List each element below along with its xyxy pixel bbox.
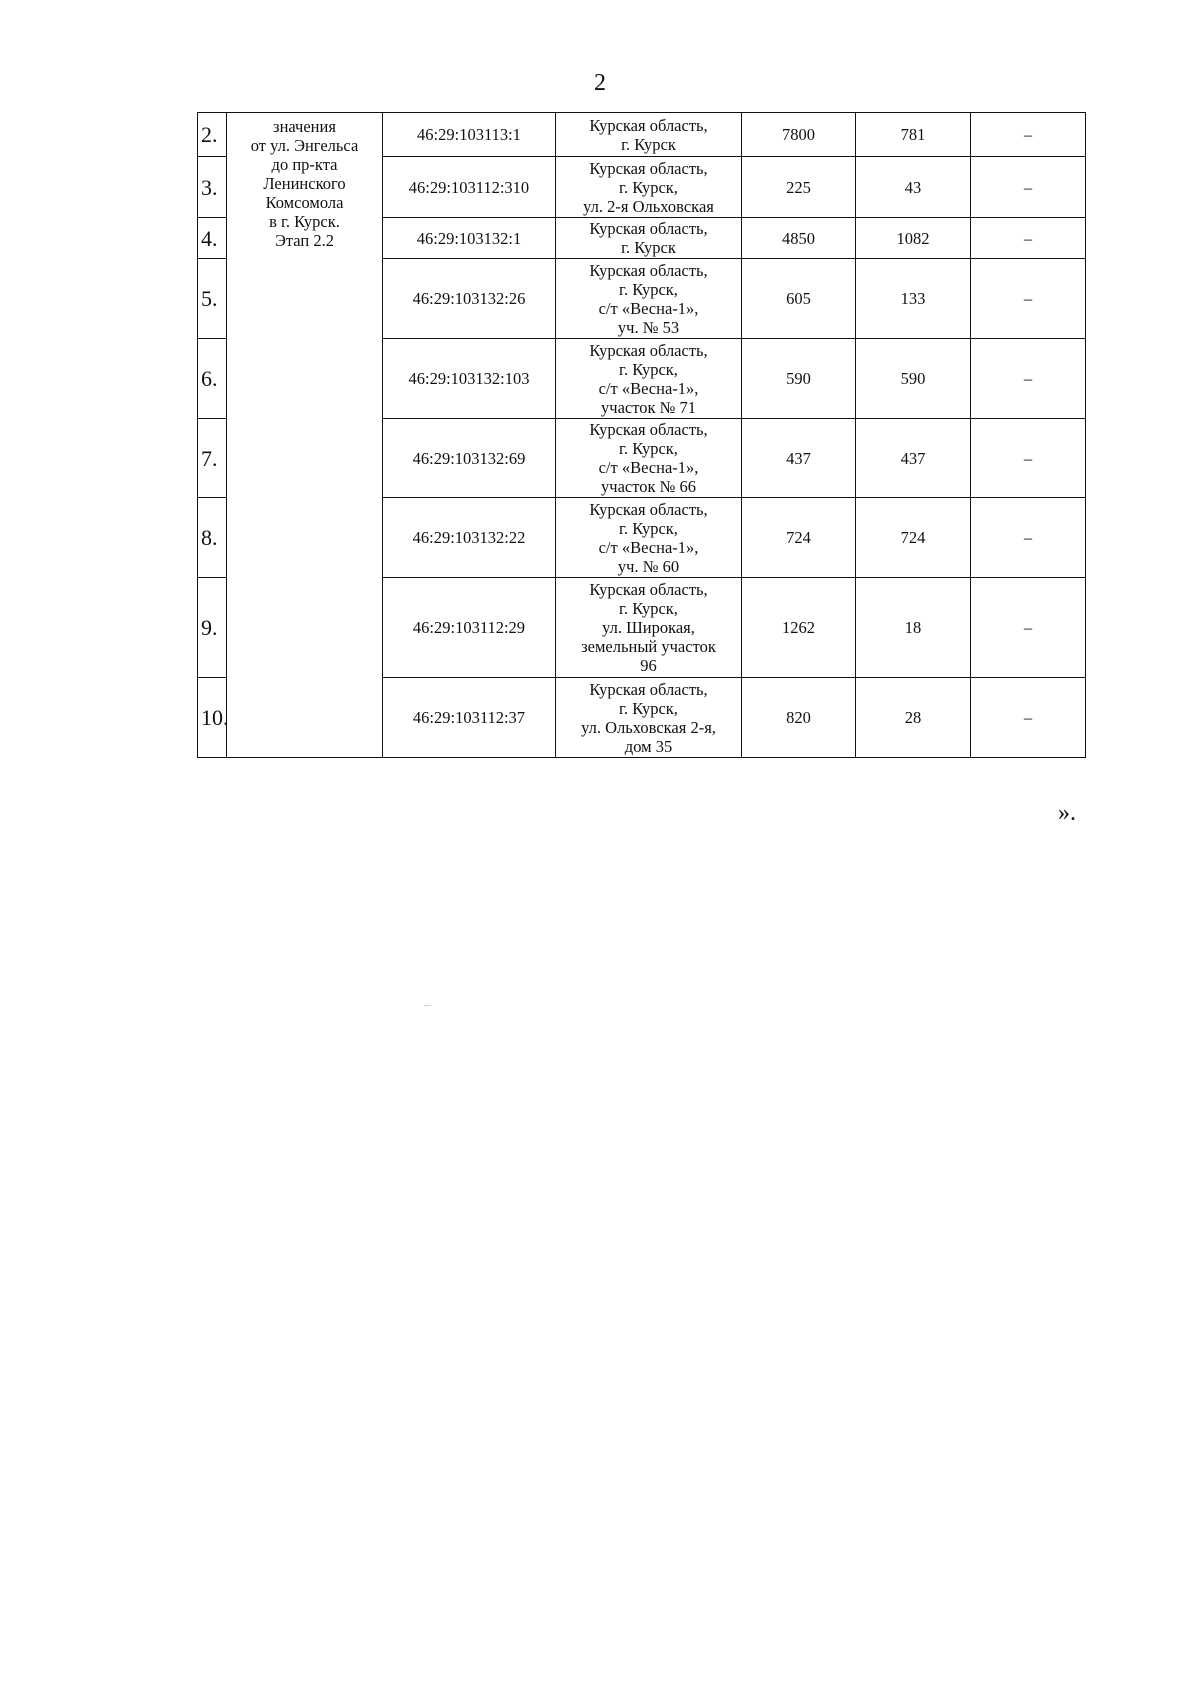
address-line: 96 — [640, 656, 657, 675]
row-number: 7. — [198, 419, 227, 498]
page-number: 2 — [594, 70, 606, 96]
object-name-line: в г. Курск. — [269, 212, 340, 231]
address-line: ул. Широкая, — [602, 618, 695, 637]
note-dash: – — [971, 578, 1086, 678]
address-cell — [556, 419, 742, 498]
area-total: 724 — [742, 498, 856, 578]
address-line: с/т «Весна-1», — [598, 378, 699, 398]
scan-mark — [424, 1005, 431, 1006]
address-line: участок № 71 — [601, 397, 696, 417]
address-line: Курская область, — [589, 219, 708, 238]
area-total: 4850 — [742, 218, 856, 259]
area-seized: 28 — [856, 678, 971, 758]
address-line: г. Курск, — [619, 279, 678, 299]
note-dash: – — [971, 339, 1086, 419]
address-line: г. Курск, — [619, 698, 678, 718]
table-row — [198, 113, 1086, 157]
area-seized: 724 — [856, 498, 971, 578]
address-cell — [556, 259, 742, 339]
note-dash: – — [971, 218, 1086, 259]
note-dash: – — [971, 157, 1086, 218]
address-line: ул. Ольховская 2-я, — [581, 717, 716, 737]
row-number: 8. — [198, 498, 227, 578]
note-dash: – — [971, 678, 1086, 758]
address-line: земельный участок — [581, 637, 716, 656]
area-seized: 133 — [856, 259, 971, 339]
address-line: уч. № 53 — [617, 317, 680, 337]
address-line: г. Курск — [621, 134, 676, 154]
note-dash: – — [971, 419, 1086, 498]
address-cell — [556, 218, 742, 259]
address-cell — [556, 498, 742, 578]
object-name-cell — [227, 113, 383, 758]
address-line: уч. № 60 — [617, 556, 680, 576]
address-line: Курская область, — [589, 340, 708, 360]
row-number: 4. — [198, 218, 227, 259]
address-line: Курская область, — [589, 679, 708, 699]
area-total: 590 — [742, 339, 856, 419]
area-total: 820 — [742, 678, 856, 758]
address-line: Курская область, — [589, 260, 708, 280]
address-line: с/т «Весна-1», — [598, 537, 699, 557]
object-name-line: Ленинского — [263, 174, 346, 193]
address-line: Курская область, — [589, 499, 708, 519]
area-total: 7800 — [742, 113, 856, 157]
closing-quote: ». — [1058, 800, 1076, 826]
address-line: Курская область, — [589, 158, 708, 178]
area-total: 225 — [742, 157, 856, 218]
area-seized: 18 — [856, 578, 971, 678]
row-number: 9. — [198, 578, 227, 678]
note-dash: – — [971, 259, 1086, 339]
cadastral-number: 46:29:103132:26 — [383, 259, 556, 339]
cadastral-number: 46:29:103112:29 — [383, 578, 556, 678]
cadastral-number: 46:29:103132:103 — [383, 339, 556, 419]
land-plots-table — [197, 112, 1086, 758]
address-line: с/т «Весна-1», — [598, 458, 699, 477]
object-name-line: от ул. Энгельса — [250, 136, 359, 155]
address-line: г. Курск, — [619, 518, 678, 538]
object-name-line: до пр-кта — [271, 155, 338, 174]
area-total: 605 — [742, 259, 856, 339]
object-name-line: Комсомола — [265, 193, 344, 212]
area-total: 437 — [742, 419, 856, 498]
address-line: г. Курск, — [619, 359, 678, 379]
row-number: 2. — [198, 113, 227, 157]
object-name-line: значения — [273, 117, 336, 136]
row-number: 10. — [198, 678, 227, 758]
address-cell — [556, 157, 742, 218]
address-line: г. Курск — [621, 238, 676, 257]
cadastral-number: 46:29:103132:22 — [383, 498, 556, 578]
area-seized: 781 — [856, 113, 971, 157]
area-total: 1262 — [742, 578, 856, 678]
address-line: дом 35 — [624, 736, 673, 756]
row-number: 6. — [198, 339, 227, 419]
address-line: г. Курск, — [619, 599, 678, 618]
address-line: Курская область, — [589, 420, 708, 439]
address-line: Курская область, — [589, 115, 708, 135]
address-line: Курская область, — [589, 580, 708, 599]
address-cell — [556, 339, 742, 419]
cadastral-number: 46:29:103132:69 — [383, 419, 556, 498]
address-line: с/т «Весна-1», — [598, 298, 699, 318]
note-dash: – — [971, 498, 1086, 578]
cadastral-number: 46:29:103112:37 — [383, 678, 556, 758]
cadastral-number: 46:29:103112:310 — [383, 157, 556, 218]
cadastral-number: 46:29:103132:1 — [383, 218, 556, 259]
address-line: ул. 2-я Ольховская — [583, 196, 714, 216]
address-line: г. Курск, — [619, 439, 678, 458]
address-line: участок № 66 — [601, 477, 696, 496]
area-seized: 43 — [856, 157, 971, 218]
area-seized: 1082 — [856, 218, 971, 259]
address-cell — [556, 113, 742, 157]
row-number: 5. — [198, 259, 227, 339]
area-seized: 437 — [856, 419, 971, 498]
object-name-line: Этап 2.2 — [275, 231, 334, 250]
note-dash: – — [971, 113, 1086, 157]
address-cell — [556, 578, 742, 678]
area-seized: 590 — [856, 339, 971, 419]
address-cell — [556, 678, 742, 758]
address-line: г. Курск, — [619, 177, 678, 197]
cadastral-number: 46:29:103113:1 — [383, 113, 556, 157]
row-number: 3. — [198, 157, 227, 218]
